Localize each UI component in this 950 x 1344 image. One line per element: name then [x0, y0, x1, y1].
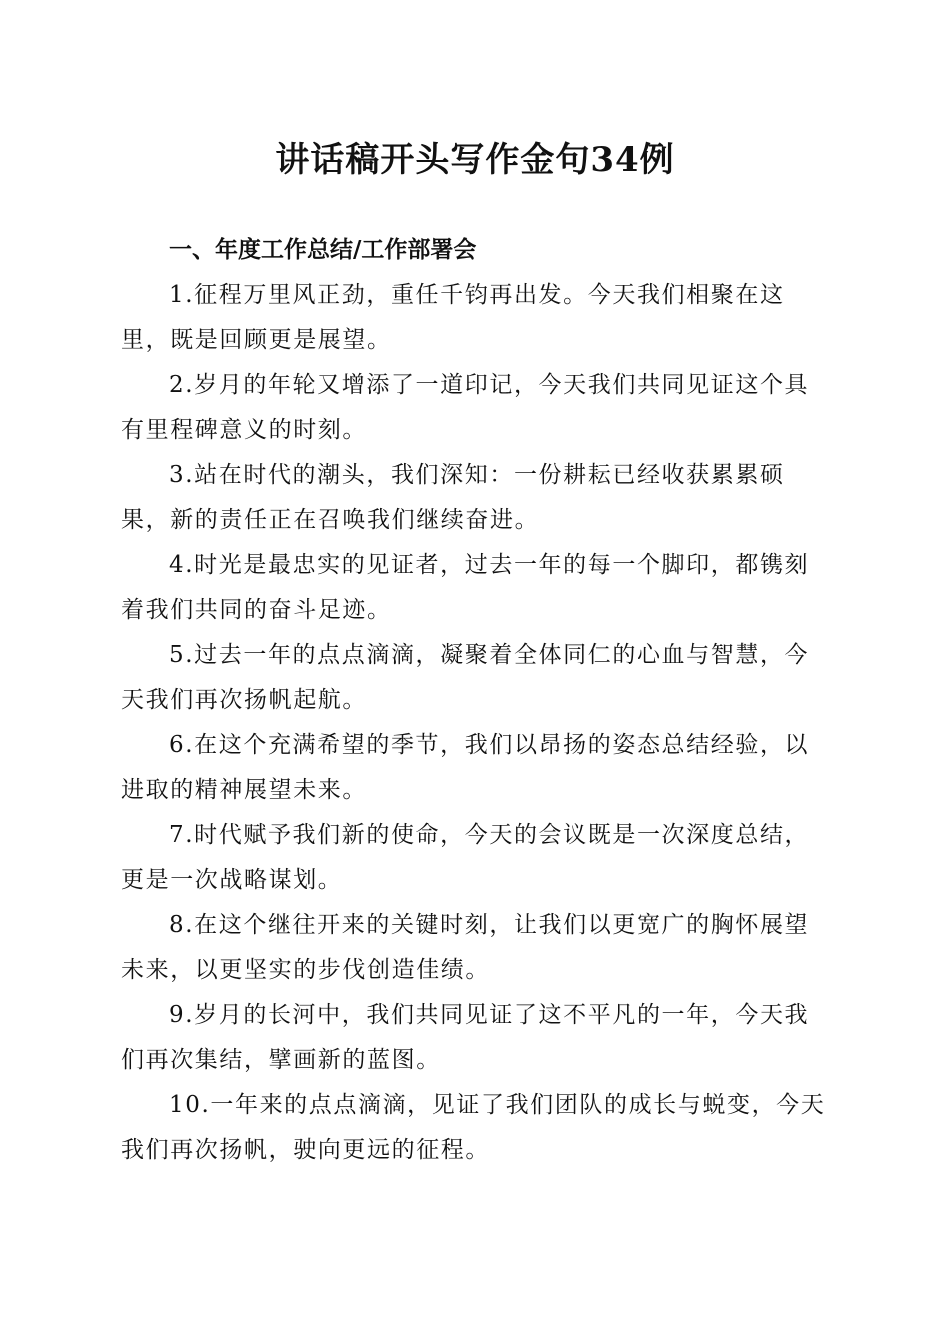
list-item: 5.过去一年的点点滴滴，凝聚着全体同仁的心血与智慧，今天我们再次扬帆起航。	[121, 642, 810, 713]
list-item: 6.在这个充满希望的季节，我们以昂扬的姿态总结经验，以进取的精神展望未来。	[121, 732, 810, 803]
list-item: 7.时代赋予我们新的使命，今天的会议既是一次深度总结，更是一次战略谋划。	[121, 822, 810, 893]
document-body	[121, 228, 833, 1173]
list-item: 2.岁月的年轮又增添了一道印记，今天我们共同见证这个具有里程碑意义的时刻。	[121, 372, 810, 443]
list-item: 3.站在时代的潮头，我们深知：一份耕耘已经收获累累硕果，新的责任正在召唤我们继续奋进。	[121, 462, 785, 533]
document-title: 讲话稿开头写作金句34例	[275, 140, 675, 180]
section-heading: 一、年度工作总结/工作部署会	[169, 237, 477, 263]
list-item: 10.一年来的点点滴滴，见证了我们团队的成长与蜕变，今天我们再次扬帆，驶向更远的征程。	[121, 1092, 826, 1163]
list-item: 8.在这个继往开来的关键时刻，让我们以更宽广的胸怀展望未来，以更坚实的步伐创造佳绩。	[121, 912, 810, 983]
list-item: 4.时光是最忠实的见证者，过去一年的每一个脚印，都镌刻着我们共同的奋斗足迹。	[121, 552, 810, 623]
list-item: 9.岁月的长河中，我们共同见证了这不平凡的一年，今天我们再次集结，擘画新的蓝图。	[121, 1002, 810, 1073]
list-item: 1.征程万里风正劲，重任千钧再出发。今天我们相聚在这里，既是回顾更是展望。	[121, 282, 785, 353]
